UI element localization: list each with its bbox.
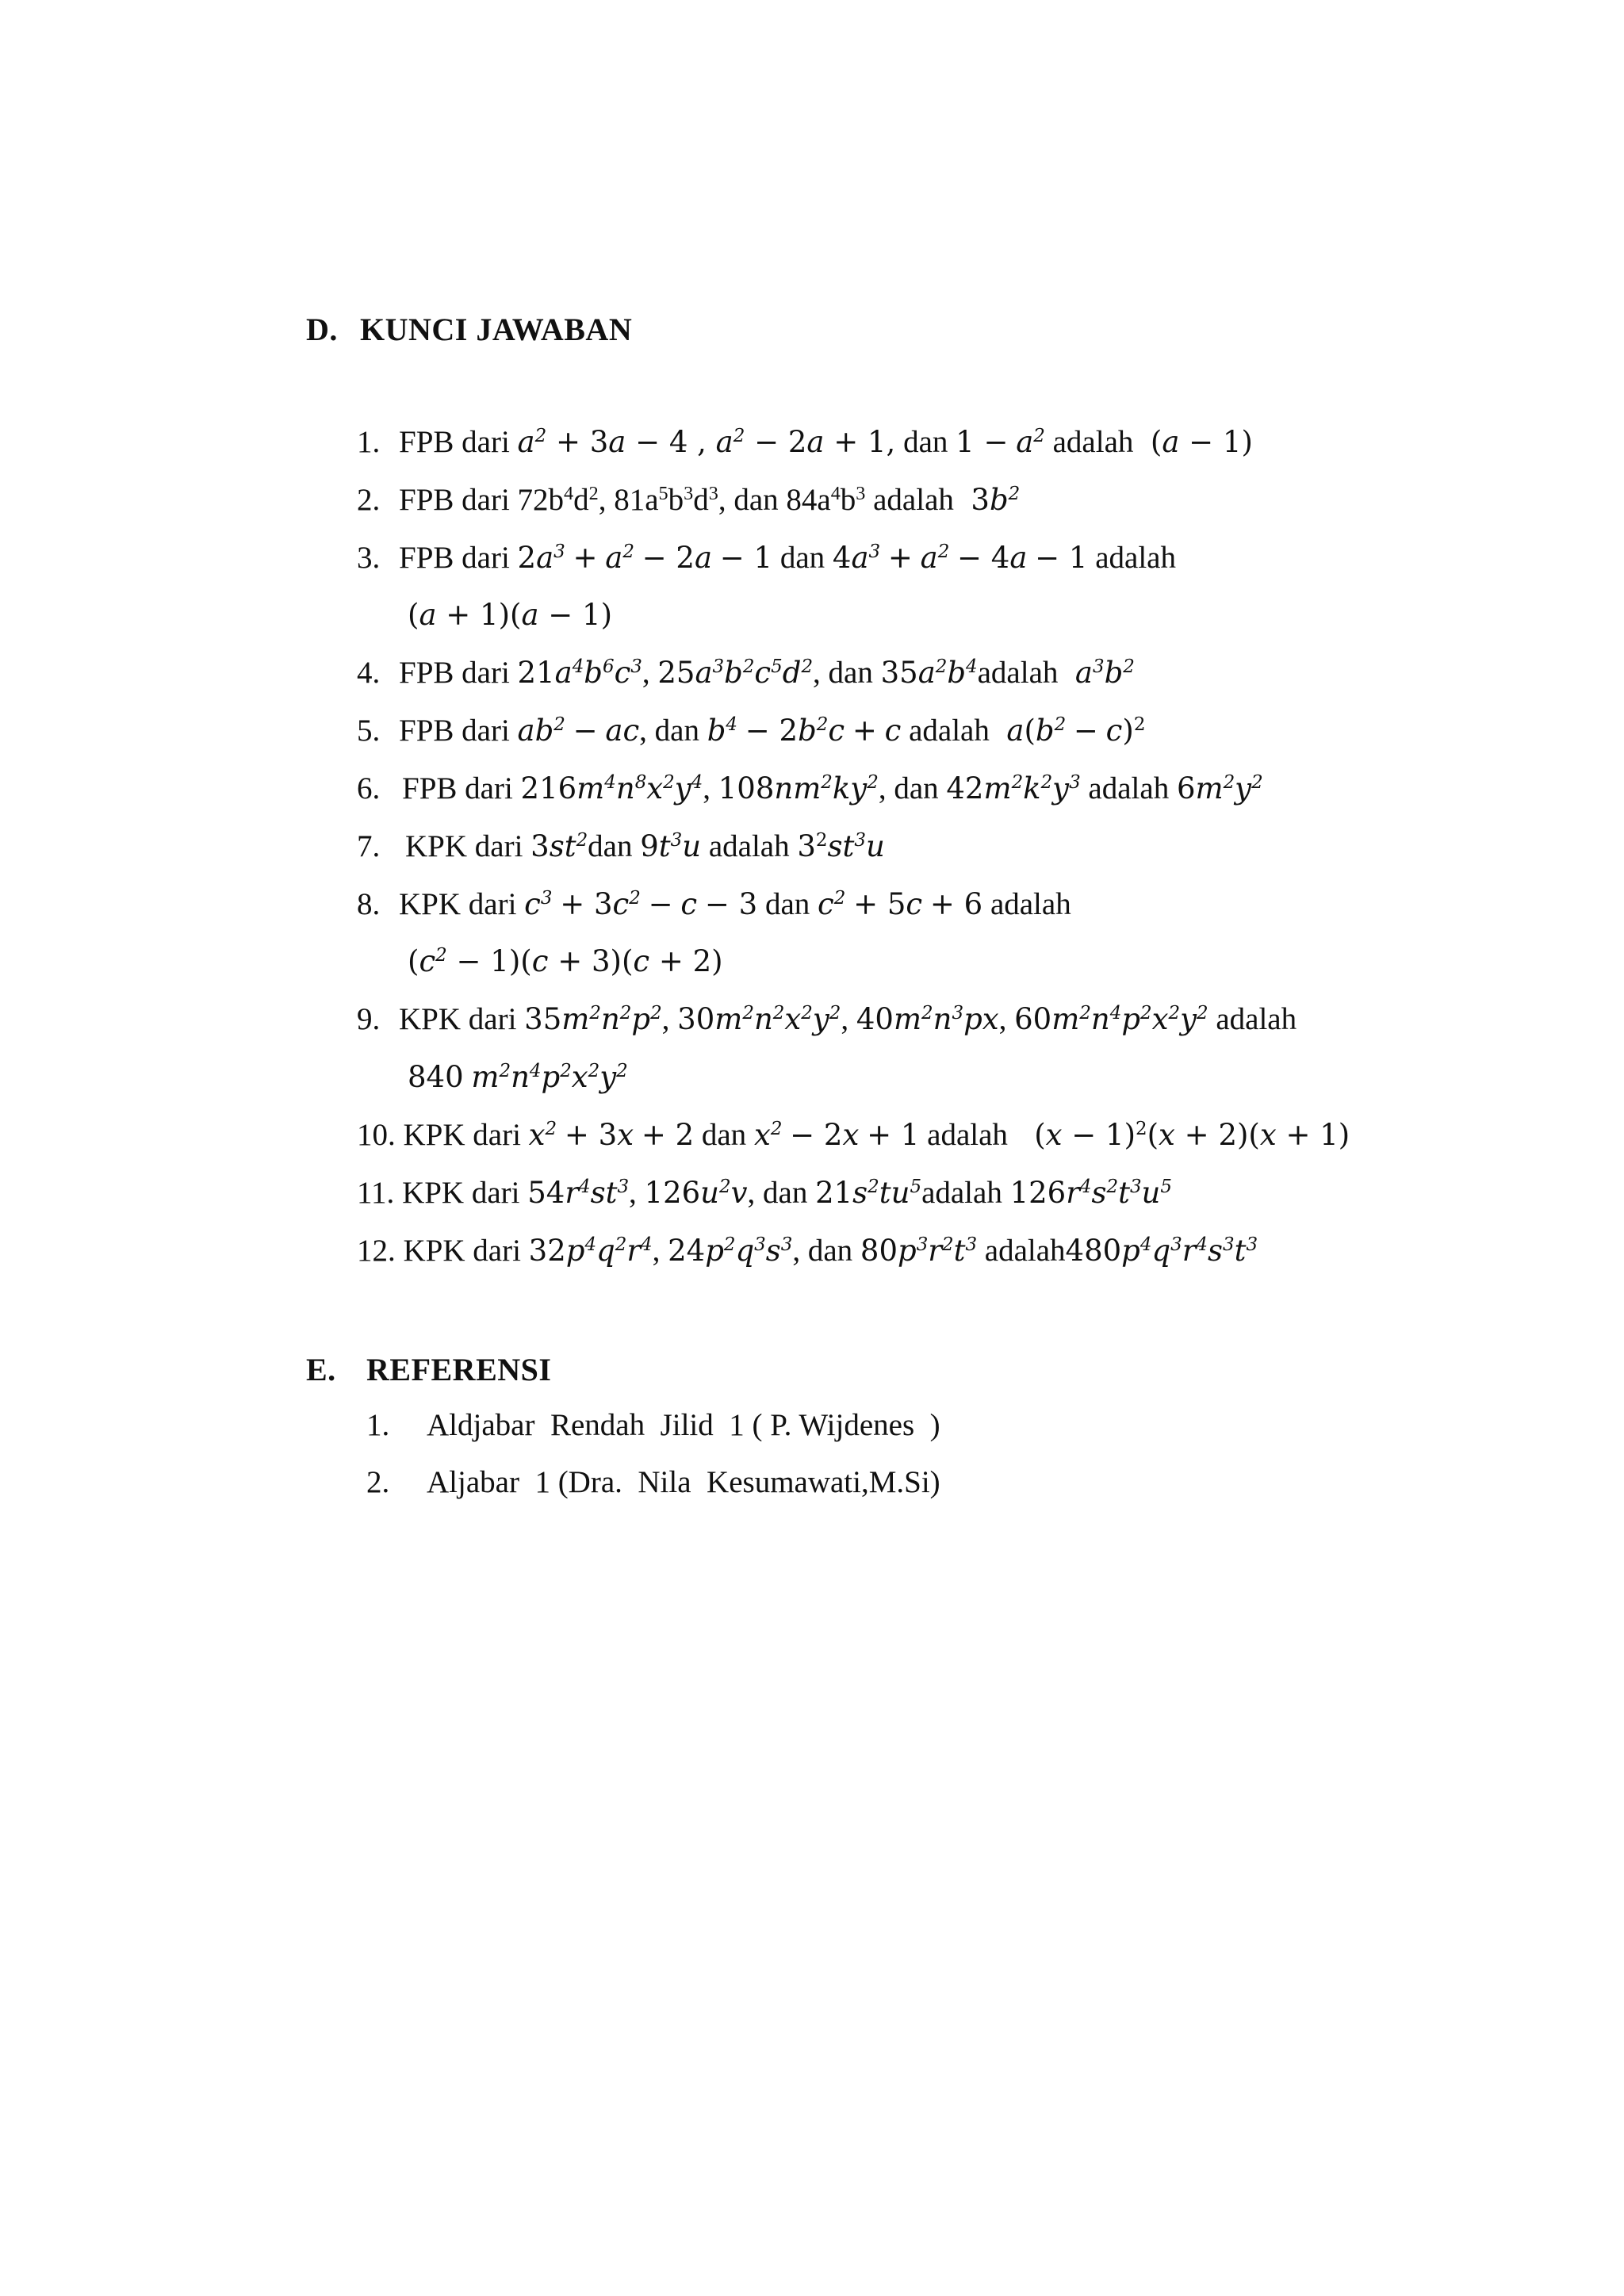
- section-e-letter: E.: [306, 1352, 336, 1387]
- answer-number: 5.: [357, 714, 381, 748]
- answer-number: 1.: [357, 425, 381, 459]
- answer-5: 5. FPB dari $ab^2$ − ac, dan $b^4 - 2b^2c + c$ adalah $a(b^2 - c)^2$: [357, 714, 1146, 748]
- reference-number: 1.: [366, 1408, 390, 1442]
- section-e-heading: [306, 1351, 551, 1388]
- reference-item: [366, 1467, 940, 1498]
- reference-item: [366, 1410, 940, 1441]
- section-d-letter: D.: [306, 312, 338, 347]
- reference-text: Aljabar 1 (Dra. Nila Kesumawati,M.Si): [427, 1465, 940, 1499]
- answer-1: 1. FPB dari $a^2 + 3a - 4$ , $a^2 - 2a + 1$, dan $1 - a^2$ adalah (a − 1): [357, 425, 1253, 459]
- section-d-title: KUNCI JAWABAN: [360, 312, 633, 347]
- answer-12: 12. KPK dari $32p^4q^2r^4$, $24p^2q^3s^3$, dan $80p^3r^2t^3$ $adalah480p^4q^3r^4s^3t^3$: [357, 1234, 1258, 1268]
- reference-number: 2.: [366, 1465, 390, 1499]
- section-d-heading: [306, 311, 632, 348]
- answer-number: 11.: [357, 1176, 395, 1210]
- answer-3-cont: (a + 1)(a − 1): [408, 598, 612, 632]
- answer-number: 6.: [357, 771, 381, 806]
- answer-8: 8. KPK dari $c^3 + 3c^2 - c - 3$ dan $c^2 + 5c + 6$ adalah: [357, 887, 1071, 921]
- section-e-title: REFERENSI: [366, 1352, 552, 1387]
- answer-7: 7. KPK dari $3st^2dan$ $9t^3u$ adalah $3^2st^3u$: [357, 829, 885, 863]
- answer-8-cont: $(c^2 - 1)(c + 3)(c + 2)$: [408, 944, 723, 978]
- answer-10: 10. KPK dari $x^2 + 3x + 2$ dan $x^2 - 2x + 1$ adalah $(x - 1)^2(x + 2)(x + 1)$: [357, 1118, 1350, 1152]
- answer-9-cont: 840 $m^2n^4p^2x^2y^2$: [408, 1060, 628, 1094]
- answer-number: 7.: [357, 829, 381, 863]
- answer-4: 4. FPB dari $21a^4b^6c^3$, $25a^3b^2c^5d^2$, dan $35a^2b^4adalah$ $a^3b^2$: [357, 656, 1135, 690]
- answer-number: 12.: [357, 1234, 396, 1268]
- answer-number: 4.: [357, 656, 381, 690]
- answer-number: 8.: [357, 887, 381, 921]
- answer-2: 2. FPB dari $72b^4d^2$, $81a^5b^3d^3$, dan $84a^4b^3$ adalah $3b^2$: [357, 482, 1021, 517]
- answer-11: 11. KPK dari $54r^4st^3$, $126u^2v$, dan $21s^2tu^5adalah$ $126r^4s^2t^3u^5$: [357, 1176, 1172, 1210]
- answer-9: 9. KPK dari $35m^2n^2p^2$, $30m^2n^2x^2y^2$, $40m^2n^3px$, $60m^2n^4p^2x^2y^2$ adalah: [357, 1002, 1297, 1036]
- answer-number: 10.: [357, 1118, 396, 1152]
- answer-number: 9.: [357, 1002, 381, 1036]
- answer-6: 6. FPB dari $216m^4n^8x^2y^4$, $108nm^2ky^2$, dan $42m^2k^2y^3$ adalah $6m^2y^2$: [357, 771, 1263, 806]
- reference-text: Aldjabar Rendah Jilid 1 ( P. Wijdenes ): [427, 1408, 940, 1442]
- answer-number: 2.: [357, 483, 381, 517]
- answer-number: 3.: [357, 541, 381, 575]
- answer-3: 3. FPB dari $2a^3 + a^2 - 2a - 1$ dan $4a^3 + a^2 - 4a - 1$ adalah: [357, 541, 1176, 575]
